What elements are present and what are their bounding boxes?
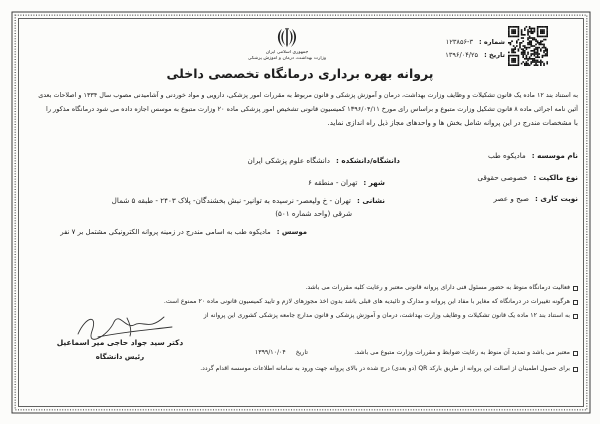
license-date: [420, 50, 505, 61]
note-item: فعالیت درمانگاه منوط به حضور مسئول فنی دارای پروانه قانونی معتبر و رعایت کلیه مقررات می باشد.: [305, 284, 570, 291]
validity-date: [232, 348, 308, 358]
number-value: ۳-۱۲۳۸۵۶: [445, 38, 473, 46]
page-title: پروانه بهره برداری درمانگاه تخصصی داخلی: [166, 66, 434, 81]
note-bullet: [573, 286, 578, 291]
field-label: نوبت کاری :: [535, 194, 578, 203]
field-label: موسس :: [276, 228, 307, 236]
country-name: جمهوری اسلامی ایران: [265, 50, 309, 55]
field-founder: [57, 226, 307, 238]
note-item: برای حصول اطمینان از اصالت این پروانه از طریق بارکد QR (دو بعدی) درج شده در بالای پروانه جهت ورود به سامانه اطلاعات موسسه اقدام گردد.: [200, 365, 570, 372]
field-label: نشانی :: [356, 196, 385, 205]
field-institution: [428, 150, 578, 162]
date-value: ۱۳۹۶/۰۴/۲۵: [445, 51, 479, 59]
field-value: صبح و عصر: [493, 194, 529, 203]
note-item: معتبر می باشد و تمدید آن منوط به رعایت ضوابط و مقررات وزارت متبوع می باشد.: [354, 349, 570, 356]
qr-code: [508, 26, 548, 66]
body-line: به استناد بند ۱۲ ماده یک قانون تشکیلات و وظایف وزارت بهداشت، درمان و آموزش پزشکی و قانون مربوط به مقررات امور پزشکی، دارویی و مواد خوردنی و آشامیدنی مصوب سال ۱۳۳۴ و اصلاحات بعدی: [38, 91, 578, 99]
field-value: مادیکوه طب: [487, 151, 526, 160]
field-label: نوع مالکیت :: [533, 173, 578, 182]
note-item: به استناد بند ۱۲ ماده یک قانون تشکیلات و وظایف وزارت بهداشت، درمان و آموزش پزشکی و قانون مدارج جامعه پزشکی کشوری این پروانه از: [203, 312, 570, 319]
note-item: هرگونه تغییرات در درمانگاه که مغایر با مفاد این پروانه و مدارک و تائیدیه های قبلی باشد بدون اخذ مجوزهای لازم و تایید کمیسیون قانونی ماده ۲۰ ممنوع است.: [163, 298, 570, 305]
field-shift: [428, 193, 578, 205]
field-label: نام موسسه :: [531, 151, 578, 160]
field-label: دانشگاه/دانشکده :: [335, 156, 400, 165]
note-bullet: [573, 351, 578, 356]
field-value: دانشگاه علوم پزشکی ایران: [247, 156, 330, 165]
field-university: [180, 155, 400, 167]
body-line: با مشخصات مندرج در این پروانه شامل بخش ها و واحدهای مجاز ذیل راه اندازی نماید.: [327, 119, 578, 127]
date-label: تاریخ :: [484, 51, 505, 59]
field-value: تهران - خ ولیعصر- نرسیده به توانیر- نبش بخشندگان- پلاک ۲۴۰۳ - طبقه ۵ شمال: [111, 196, 351, 205]
validity-value: ۱۳۹۹/۱۰/۰۴: [254, 349, 286, 356]
ministry-name: وزارت بهداشت، درمان و آموزش پزشکی: [247, 56, 327, 61]
number-label: شماره :: [478, 38, 505, 46]
validity-label: تاریخ: [295, 349, 308, 356]
field-label: شهر :: [363, 178, 385, 187]
body-line: آئین نامه اجرائی ماده ۸ قانون تشکیل وزارت متبوع و براساس رای مورخ ۱۳۹۶/۰۴/۱۱ کمیسیون قانونی تشخیص امور پزشکی ماده ۲۰ وزارت متبوع به موسس اجازه داده می شود درمانگاه مذکور را: [46, 105, 578, 113]
iran-emblem-icon: [276, 26, 298, 49]
license-number: [420, 37, 505, 48]
field-address: [55, 195, 385, 207]
field-value: تهران - منطقه ۶: [308, 178, 358, 187]
note-bullet: [573, 367, 578, 372]
field-value: خصوصی حقوقی: [477, 173, 528, 182]
signatory-name: دکتر سید جواد حاجی میر اسماعیل: [56, 338, 184, 347]
signature-scribble: [72, 310, 177, 340]
signatory-title: رئیس دانشگاه: [95, 353, 145, 361]
note-bullet: [573, 300, 578, 305]
note-bullet: [573, 314, 578, 319]
field-city: [205, 177, 385, 189]
field-ownership: [428, 172, 578, 184]
field-address-continued: شرقی (واحد شماره ۵۰۱): [275, 209, 352, 218]
field-value: مادیکوه طب به اسامی مندرج در زمینه پروانه الکترونیکی مشتمل بر ۷ نفر: [60, 228, 271, 236]
